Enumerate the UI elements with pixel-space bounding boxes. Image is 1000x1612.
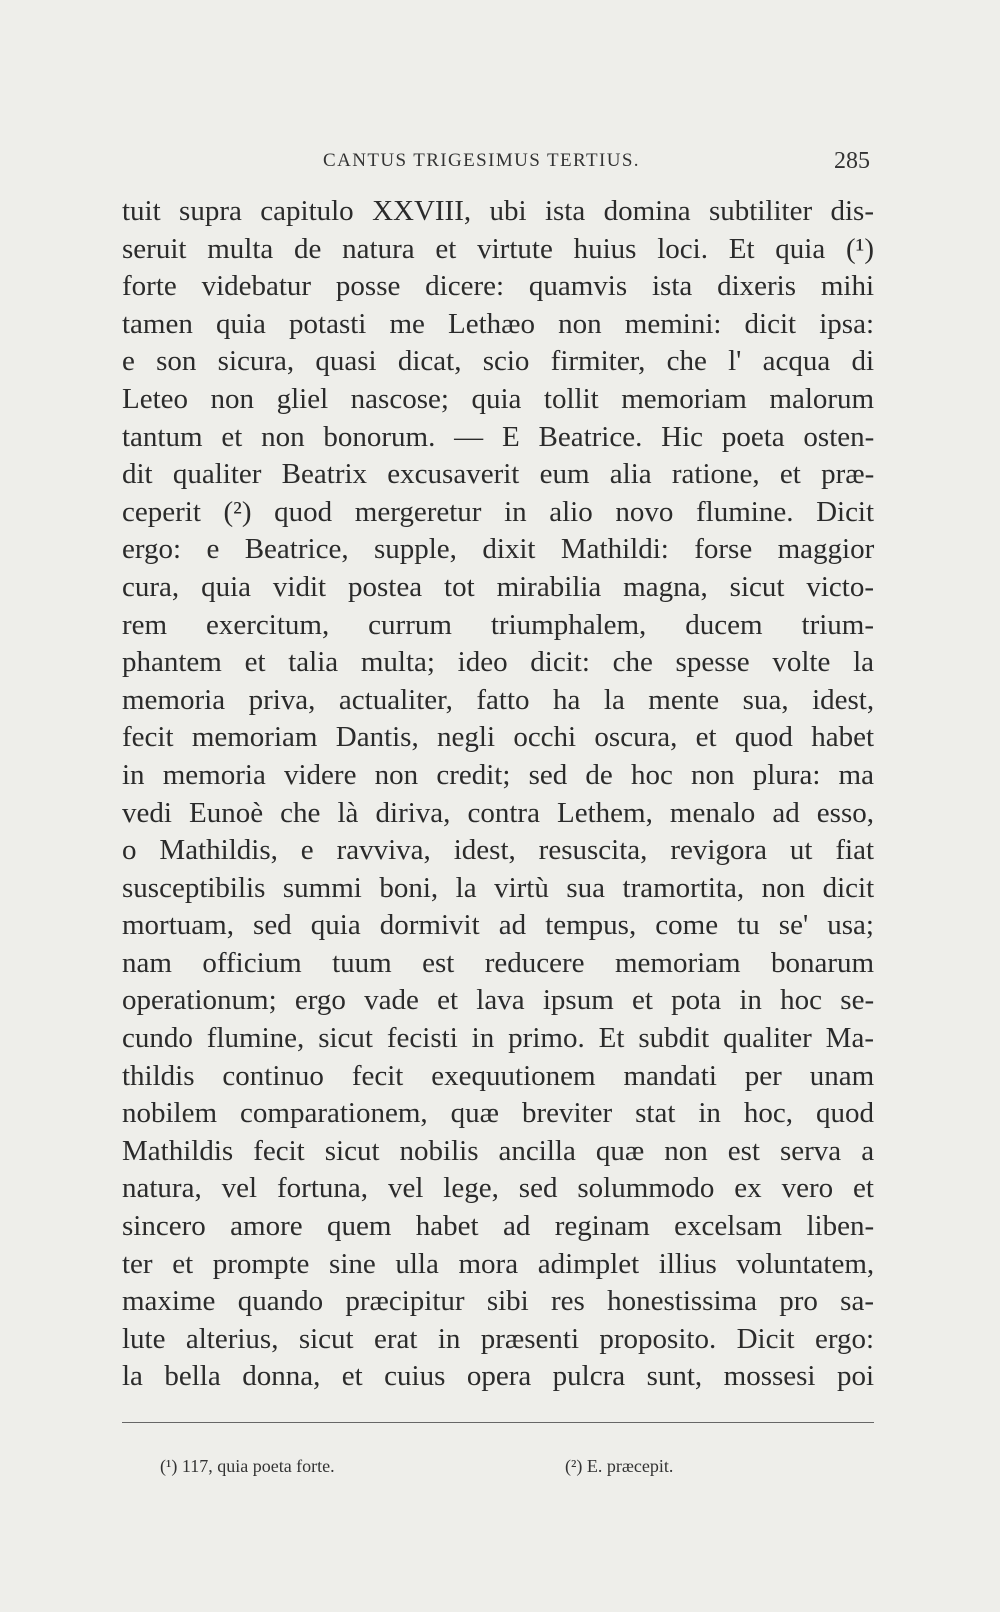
text-line: natura, vel fortuna, vel lege, sed solummodo ex vero et xyxy=(122,1172,874,1205)
text-line: dit qualiter Beatrix excusaverit eum alia ratione, et præ- xyxy=(122,458,875,491)
text-line: maxime quando præcipitur sibi res honestissima pro sa- xyxy=(122,1285,874,1318)
text-line: tamen quia potasti me Lethæo non memini: dicit ipsa: xyxy=(122,307,875,340)
text-line: e son sicura, quasi dicat, scio firmiter, che l' acqua di xyxy=(122,345,875,378)
text-line: tuit supra capitulo XXVIII, ubi ista domina subtiliter dis- xyxy=(122,195,874,227)
text-line: operationum; ergo vade et lava ipsum et pota in hoc se- xyxy=(122,984,875,1017)
text-line: tantum et non bonorum. — E Beatrice. Hic poeta osten- xyxy=(122,420,875,453)
text-line: vedi Eunoè che là diriva, contra Lethem, menalo ad esso, xyxy=(122,796,874,829)
footnote-1: (¹) 117, quia poeta forte. xyxy=(160,1456,335,1476)
body-text xyxy=(122,193,874,1396)
text-line: sincero amore quem habet ad reginam excelsam liben- xyxy=(122,1210,875,1243)
text-line: o Mathildis, e ravviva, idest, resuscita, revigora ut fiat xyxy=(122,834,874,867)
text-line: thildis continuo fecit exequutionem mandati per unam xyxy=(122,1059,875,1092)
text-line: seruit multa de natura et virtute huius loci. Et quia (¹) xyxy=(122,232,874,265)
text-line: Leteo non gliel nascose; quia tollit memoriam malorum xyxy=(122,382,875,415)
footnote-rule xyxy=(122,1422,874,1423)
text-line: rem exercitum, currum triumphalem, ducem trium- xyxy=(122,608,874,641)
text-line: memoria priva, actualiter, fatto ha la mente sua, idest, xyxy=(122,683,875,716)
text-line: ter et prompte sine ulla mora adimplet illius voluntatem, xyxy=(122,1247,875,1280)
text-line: Mathildis fecit sicut nobilis ancilla quæ non est serva a xyxy=(122,1134,875,1167)
text-line: nam officium tuum est reducere memoriam bonarum xyxy=(122,946,875,979)
text-line: cundo flumine, sicut fecisti in primo. Et subdit qualiter Ma- xyxy=(122,1022,874,1055)
footnotes xyxy=(160,1456,860,1486)
text-line: in memoria videre non credit; sed de hoc non plura: ma xyxy=(122,758,874,791)
text-line: lute alterius, sicut erat in præsenti proposito. Dicit ergo: xyxy=(122,1322,875,1355)
text-line: nobilem comparationem, quæ breviter stat in hoc, quod xyxy=(122,1097,874,1130)
running-head: CANTUS TRIGESIMUS TERTIUS. xyxy=(323,150,640,171)
text-line: ceperit (²) quod mergeretur in alio novo flumine. Dicit xyxy=(122,495,875,528)
text-line: mortuam, sed quia dormivit ad tempus, come tu se' usa; xyxy=(122,909,874,942)
text-line: ergo: e Beatrice, supple, dixit Mathildi: forse maggior xyxy=(122,533,875,566)
text-line: phantem et talia multa; ideo dicit: che spesse volte la xyxy=(122,646,874,679)
page-number: 285 xyxy=(834,148,870,174)
text-line: susceptibilis summi boni, la virtù sua tramortita, non dicit xyxy=(122,871,875,904)
text-line: forte videbatur posse dicere: quamvis ista dixeris mihi xyxy=(122,270,874,303)
text-line: cura, quia vidit postea tot mirabilia magna, sicut victo- xyxy=(122,570,874,603)
text-line: la bella donna, et cuius opera pulcra sunt, mossesi poi xyxy=(122,1360,874,1393)
text-line: fecit memoriam Dantis, negli occhi oscura, et quod habet xyxy=(122,721,874,754)
footnote-2: (²) E. præcepit. xyxy=(565,1456,674,1476)
page-header xyxy=(122,145,880,185)
